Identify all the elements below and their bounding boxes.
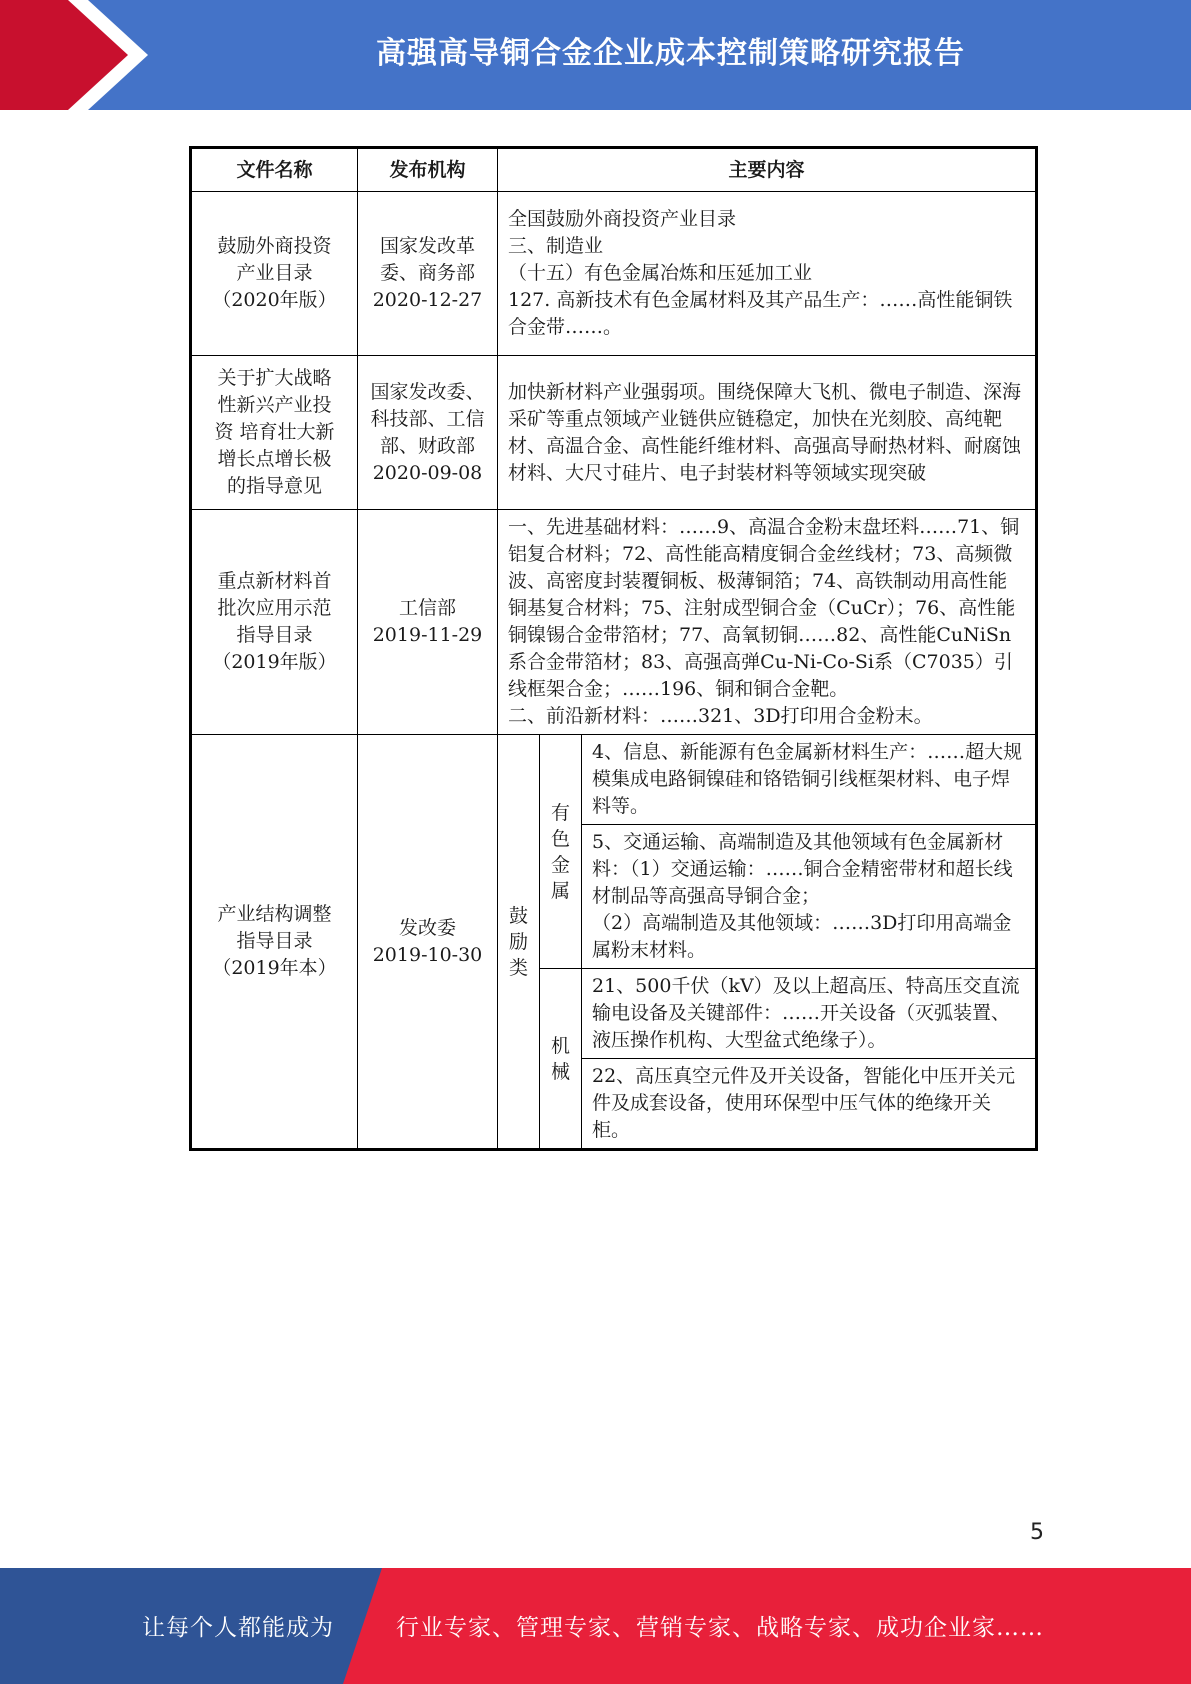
- cell-file-name: [191, 192, 358, 356]
- cell-item: 4、信息、新能源有色金属新材料生产：……超大规模集成电路铜镍硅和铬锆铜引线框架材料、电子焊料等。: [582, 735, 1037, 825]
- cell-publisher: [358, 735, 498, 1150]
- category-char: 类: [508, 956, 528, 979]
- page-number: 5: [1030, 1520, 1044, 1545]
- item-line: （2）高端制造及其他领域：……3D打印用高端金属粉末材料。: [592, 912, 1012, 961]
- name-line: （2019年本）: [212, 957, 337, 979]
- group-char: 械: [550, 1060, 570, 1083]
- table-row: [191, 192, 1037, 356]
- cell-content: 加快新材料产业强弱项。围绕保障大飞机、微电子制造、深海采矿等重点领域产业链供应链稳定，加快在光刻胶、高纯靶材、高温合金、高性能纤维材料、高强高导耐热材料、耐腐蚀材料、大尺寸硅片、电子封装材料等领域实现突破: [498, 356, 1037, 510]
- group-char: 金: [550, 853, 570, 876]
- org-line: 2019-10-30: [372, 943, 483, 966]
- table-row: [191, 510, 1037, 735]
- content-line: 127. 高新技术有色金属材料及其产品生产：……高性能铜铁合金带……。: [508, 289, 1013, 338]
- cell-content: [498, 510, 1037, 735]
- cell-file-name: [191, 356, 358, 510]
- group-char: 属: [550, 879, 570, 902]
- header-main-content: 主要内容: [498, 148, 1037, 192]
- content-line: （十五）有色金属冶炼和压延加工业: [508, 262, 813, 284]
- header-banner: [0, 0, 1191, 110]
- content-line: 一、先进基础材料：……9、高温合金粉末盘坯料……71、铜铝复合材料；72、高性能高精度铜合金丝线材；73、高频微波、高密度封装覆铜板、极薄铜箔；74、高铁制动用高性能铜基复合材料；75、注射成型铜合金（CuCr）；76、高性能铜镍锡合金带箔材；77、高氧韧铜……82、高性能CuNiSn系合金带箔材；83、高强高弹Cu-Ni-Co-Si系（C7035）引线框架合金；……196、铜和铜合金靶。: [508, 516, 1020, 700]
- cell-publisher: [358, 356, 498, 510]
- group-char: 色: [550, 827, 570, 850]
- org-line: 发改委: [398, 916, 456, 939]
- name-line: 资 培育壮大新: [214, 421, 335, 443]
- name-line: 批次应用示范: [217, 597, 332, 619]
- org-line: 国家发改委、: [370, 380, 485, 403]
- name-line: （2020年版）: [212, 289, 337, 311]
- name-line: （2019年版）: [212, 651, 337, 673]
- group-char: 机: [550, 1034, 570, 1057]
- org-line: 科技部、工信: [370, 407, 485, 430]
- org-line: 2019-11-29: [372, 624, 483, 646]
- cell-category-encouraged: [498, 735, 540, 1150]
- cell-file-name: [191, 735, 358, 1150]
- footer-banner: [0, 1568, 1191, 1684]
- org-line: 国家发改革: [379, 235, 475, 257]
- cell-item: 21、500千伏（kV）及以上超高压、特高压交直流输电设备及关键部件：……开关设备（灭弧装置、液压操作机构、大型盆式绝缘子）。: [582, 969, 1037, 1059]
- category-char: 励: [508, 930, 528, 953]
- table-row: [191, 735, 1037, 825]
- name-line: 关于扩大战略: [217, 367, 332, 389]
- cell-publisher: [358, 510, 498, 735]
- policy-table: [189, 146, 1038, 1151]
- table-header-row: [191, 148, 1037, 192]
- header-file-name: 文件名称: [191, 148, 358, 192]
- org-line: 委、商务部: [379, 262, 475, 284]
- org-line: 工信部: [398, 597, 456, 619]
- item-line: 5、交通运输、高端制造及其他领域有色金属新材料：（1）交通运输：……铜合金精密带材和超长线材制品等高强高导铜合金；: [592, 831, 1013, 907]
- header-title: 高强高导铜合金企业成本控制策略研究报告: [376, 36, 965, 71]
- org-line: 2020-09-08: [372, 461, 483, 484]
- footer-slogan-left: 让每个人都能成为: [142, 1615, 334, 1641]
- name-line: 重点新材料首: [217, 570, 332, 592]
- content-line: 二、前沿新材料：……321、3D打印用合金粉末。: [508, 705, 933, 727]
- name-line: 鼓励外商投资: [217, 235, 332, 257]
- content-line: 全国鼓励外商投资产业目录: [508, 208, 737, 230]
- name-line: 的指导意见: [226, 475, 322, 497]
- org-line: 2020-12-27: [372, 289, 483, 311]
- cell-publisher: [358, 192, 498, 356]
- cell-content: [498, 192, 1037, 356]
- name-line: 指导目录: [236, 624, 313, 646]
- category-char: 鼓: [508, 904, 528, 927]
- cell-group-machinery: [540, 969, 582, 1150]
- cell-item: [582, 825, 1037, 969]
- name-line: 增长点增长极: [217, 448, 332, 470]
- cell-item: 22、高压真空元件及开关设备，智能化中压开关元件及成套设备，使用环保型中压气体的绝缘开关柜。: [582, 1059, 1037, 1150]
- table-row: [191, 356, 1037, 510]
- name-line: 性新兴产业投: [217, 394, 332, 416]
- org-line: 部、财政部: [379, 434, 475, 457]
- footer-slogan-right: 行业专家、管理专家、营销专家、战略专家、成功企业家……: [396, 1615, 1044, 1641]
- header-publisher: 发布机构: [358, 148, 498, 192]
- cell-file-name: [191, 510, 358, 735]
- content-line: 三、制造业: [508, 235, 604, 257]
- name-line: 指导目录: [236, 930, 313, 952]
- group-char: 有: [550, 801, 570, 824]
- cell-group-nonferrous: [540, 735, 582, 969]
- name-line: 产业目录: [236, 262, 313, 284]
- header-arrow-shape: [0, 0, 160, 110]
- name-line: 产业结构调整: [217, 903, 332, 925]
